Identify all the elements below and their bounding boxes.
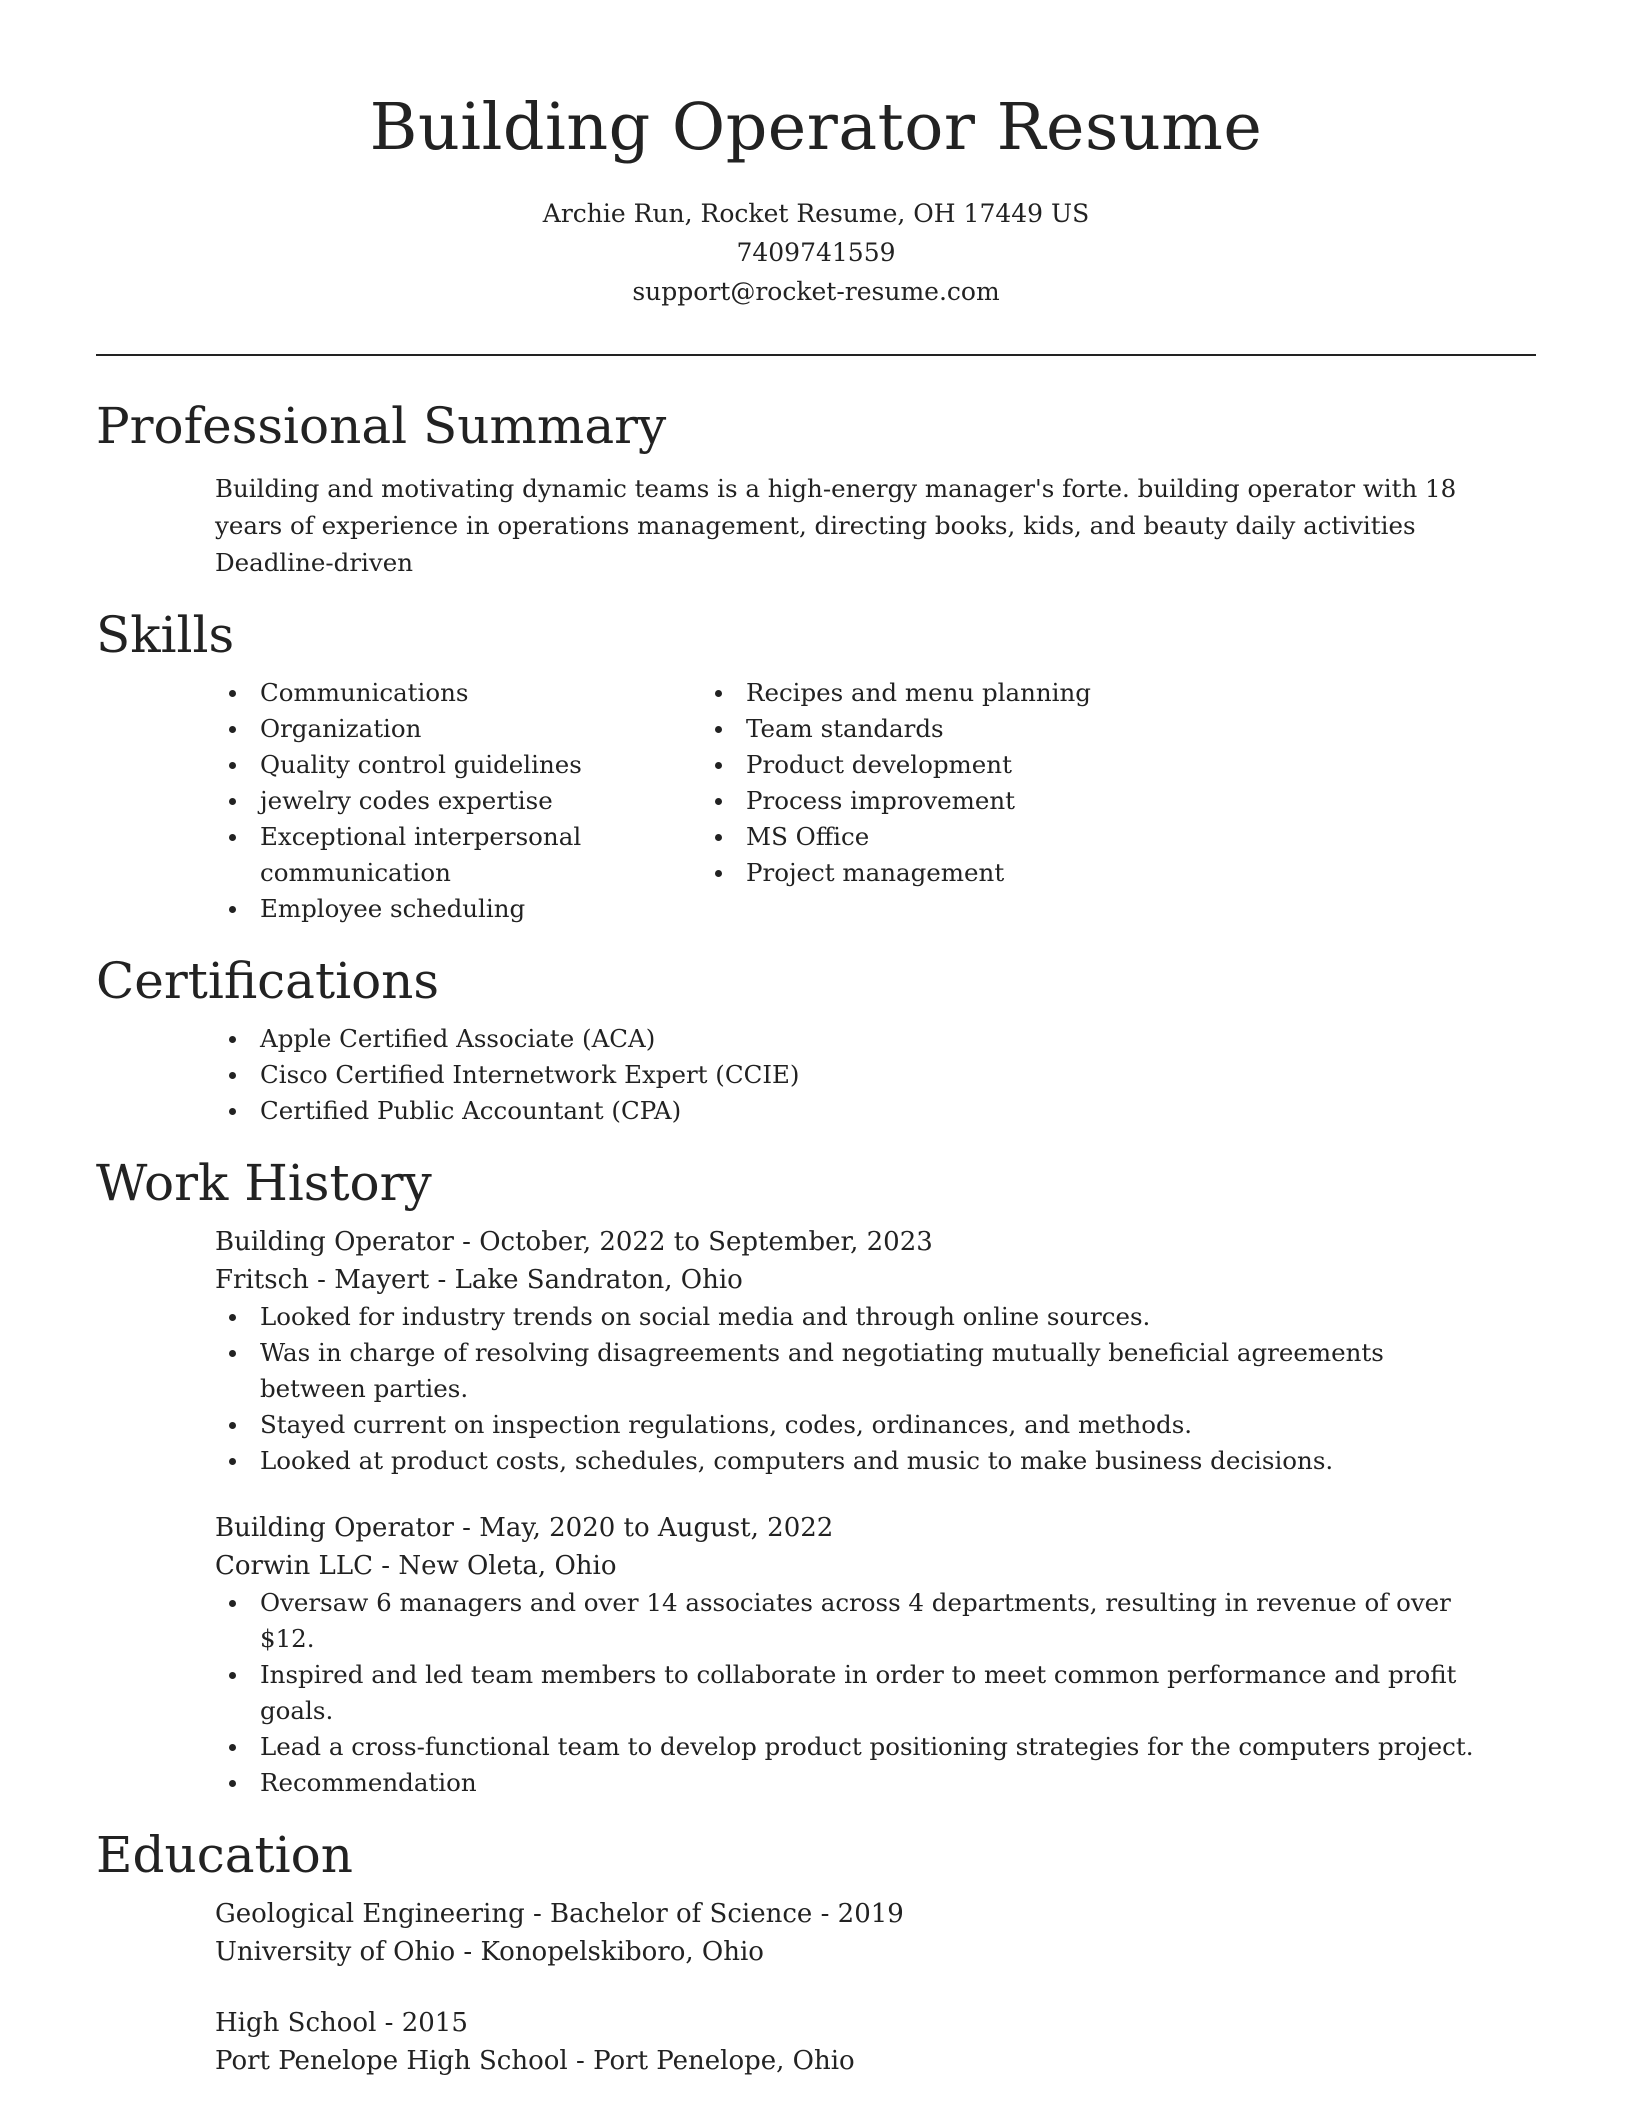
skills-column-right <box>746 675 1396 927</box>
contact-info <box>96 194 1536 311</box>
degree-year: 2019 <box>837 1899 904 1929</box>
school-name: Port Penelope High School <box>215 2046 568 2076</box>
summary-heading: Professional Summary <box>96 397 667 455</box>
list-item: Team standards <box>746 711 1396 747</box>
job-company-line: Fritsch - Mayert - Lake Sandraton, Ohio <box>215 1265 743 1295</box>
work-section <box>96 1151 1536 1801</box>
degree-field: Geological Engineering <box>215 1899 525 1929</box>
job-title: Building Operator <box>215 1227 454 1257</box>
list-item: Process improvement <box>746 783 1396 819</box>
skills-grid <box>96 675 1536 927</box>
list-item: Apple Certified Associate (ACA) <box>96 1021 1536 1057</box>
list-item: Employee scheduling <box>96 891 746 927</box>
resume-title: Building Operator Resume <box>369 90 1263 165</box>
list-item: Certified Public Accountant (CPA) <box>96 1093 1536 1129</box>
list-item: Communications <box>96 675 746 711</box>
degree-line: Geological Engineering - Bachelor of Science - 2019 <box>215 1899 904 1929</box>
job-entry <box>96 1223 1536 1479</box>
list-item: Oversaw 6 managers and over 14 associates across 4 departments, resulting in revenue of over $12. <box>96 1585 1536 1657</box>
job-company: Corwin LLC <box>215 1551 373 1581</box>
job-title-line: Building Operator - October, 2022 to September, 2023 <box>215 1227 933 1257</box>
list-item: Stayed current on inspection regulations, codes, ordinances, and methods. <box>96 1407 1536 1443</box>
list-item: Product development <box>746 747 1396 783</box>
education-heading: Education <box>96 1826 353 1884</box>
list-item: Organization <box>96 711 746 747</box>
degree-type: Bachelor of Science <box>550 1899 813 1929</box>
list-item: Was in charge of resolving disagreements and negotiating mutually beneficial agreements between parties. <box>96 1335 1536 1407</box>
email: support@rocket-resume.com <box>632 277 1000 306</box>
resume-header <box>96 0 1536 311</box>
list-item: Lead a cross-functional team to develop product positioning strategies for the computers project. <box>96 1729 1536 1765</box>
school-line: University of Ohio - Konopelskiboro, Ohio <box>215 1937 764 1967</box>
address: Archie Run, Rocket Resume, OH 17449 US <box>542 199 1090 228</box>
job-dates: October, 2022 to September, 2023 <box>479 1227 933 1257</box>
list-item: Exceptional interpersonal communication <box>96 819 746 891</box>
job-title: Building Operator <box>215 1513 454 1543</box>
list-item: Recommendation <box>96 1765 1536 1801</box>
summary-text: Building and motivating dynamic teams is a high-energy manager's forte. building operator with 18 years of experience in operations management, directing books, kids, and beauty daily activities Deadline-driven <box>215 474 1457 577</box>
job-entry <box>96 1509 1536 1801</box>
list-item: Inspired and led team members to collaborate in order to meet common performance and profit goals. <box>96 1657 1536 1729</box>
certifications-section <box>96 949 1536 1129</box>
degree-field: High School <box>215 2008 377 2038</box>
summary-section <box>96 394 1536 581</box>
school-line: Port Penelope High School - Port Penelope, Ohio <box>215 2046 855 2076</box>
list-item: Cisco Certified Internetwork Expert (CCIE) <box>96 1057 1536 1093</box>
skills-section <box>96 603 1536 927</box>
work-heading: Work History <box>96 1154 432 1212</box>
certifications-heading: Certifications <box>96 952 440 1010</box>
list-item: Looked for industry trends on social media and through online sources. <box>96 1299 1536 1335</box>
education-entry <box>215 1895 1536 1971</box>
job-dates: May, 2020 to August, 2022 <box>479 1513 834 1543</box>
skills-column-left <box>96 675 746 927</box>
list-item: Quality control guidelines <box>96 747 746 783</box>
list-item: Project management <box>746 855 1396 891</box>
job-duties <box>96 1585 1536 1801</box>
skills-list-left <box>96 675 746 927</box>
education-section <box>96 1823 1536 2080</box>
list-item: MS Office <box>746 819 1396 855</box>
education-entry <box>215 2004 1536 2080</box>
degree-line: High School - 2015 <box>215 2008 468 2038</box>
list-item: Looked at product costs, schedules, computers and music to make business decisions. <box>96 1443 1536 1479</box>
skills-list-right <box>746 675 1396 891</box>
job-company-line: Corwin LLC - New Oleta, Ohio <box>215 1551 617 1581</box>
list-item: Recipes and menu planning <box>746 675 1396 711</box>
school-location: Port Penelope, Ohio <box>593 2046 855 2076</box>
job-duties <box>96 1299 1536 1479</box>
certifications-list <box>96 1021 1536 1129</box>
phone: 7409741559 <box>736 238 896 267</box>
job-title-line: Building Operator - May, 2020 to August, 2022 <box>215 1513 834 1543</box>
job-location: New Oleta, Ohio <box>398 1551 617 1581</box>
school-location: Konopelskiboro, Ohio <box>480 1937 764 1967</box>
job-company: Fritsch - Mayert <box>215 1265 430 1295</box>
skills-heading: Skills <box>96 606 235 664</box>
list-item: jewelry codes expertise <box>96 783 746 819</box>
job-location: Lake Sandraton, Ohio <box>454 1265 743 1295</box>
degree-year: 2015 <box>401 2008 468 2038</box>
school-name: University of Ohio <box>215 1937 456 1967</box>
header-divider <box>96 354 1536 356</box>
